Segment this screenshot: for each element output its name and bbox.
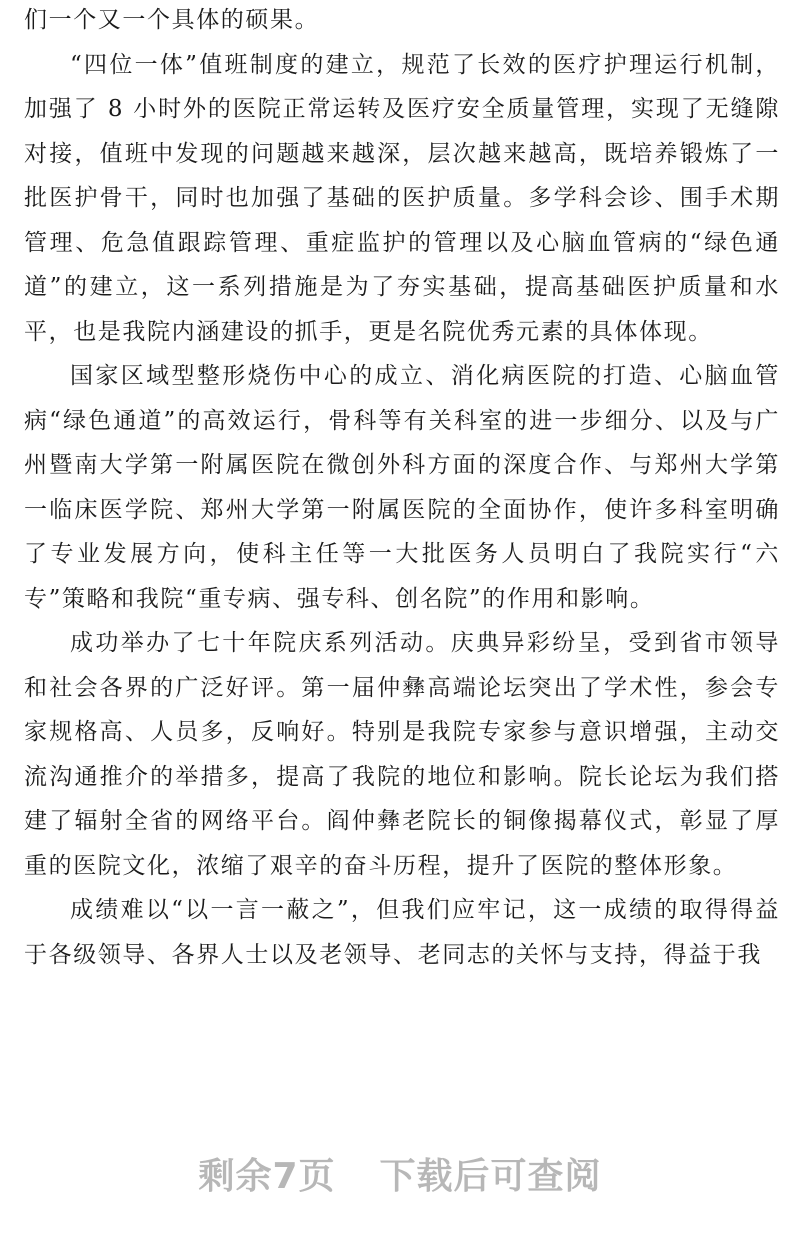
document-body — [24, 0, 780, 977]
paragraph-5: 成绩难以“以一言一蔽之”，但我们应牢记，这一成绩的取得得益于各级领导、各界人士以及老领导、老同志的关怀与支持，得益于我 — [24, 897, 780, 968]
paragraph-2: “四位一体”值班制度的建立，规范了长效的医疗护理运行机制，加强了 8 小时外的医院正常运转及医疗安全质量管理，实现了无缝隙对接，值班中发现的问题越来越深，层次越来越高，既培养锻炼了一批医护骨干，同时也加强了基础的医护质量。多学科会诊、围手术期管理、危急值跟踪管理、重症监护的管理以及心脑血管病的“绿色通道”的建立，这一系列措施是为了夯实基础，提高基础医护质量和水平，也是我院内涵建设的抓手，更是名院优秀元素的具体体现。 — [24, 51, 780, 345]
download-to-view-label: 下载后可查阅 — [379, 1156, 602, 1197]
remaining-pages-label: 剩余7页 — [198, 1156, 336, 1197]
paragraph-1: 们一个又一个具体的硕果。 — [24, 7, 320, 33]
paragraph-3: 国家区域型整形烧伤中心的成立、消化病医院的打造、心脑血管病“绿色通道”的高效运行，骨科等有关科室的进一步细分、以及与广州暨南大学第一附属医院在微创外科方面的深度合作、与郑州大学第一临床医学院、郑州大学第一附属医院的全面协作，使许多科室明确了专业发展方向，使科主任等一大批医务人员明白了我院实行“六专”策略和我院“重专病、强专科、创名院”的作用和影响。 — [24, 363, 780, 612]
download-prompt[interactable] — [0, 1148, 800, 1199]
paragraph-4: 成功举办了七十年院庆系列活动。庆典异彩纷呈，受到省市领导和社会各界的广泛好评。第一届仲彝高端论坛突出了学术性，参会专家规格高、人员多，反响好。特别是我院专家参与意识增强，主动交流沟通推介的举措多，提高了我院的地位和影响。院长论坛为我们搭建了辐射全省的网络平台。阎仲彝老院长的铜像揭幕仪式，彰显了厚重的医院文化，浓缩了艰辛的奋斗历程，提升了医院的整体形象。 — [24, 630, 780, 879]
